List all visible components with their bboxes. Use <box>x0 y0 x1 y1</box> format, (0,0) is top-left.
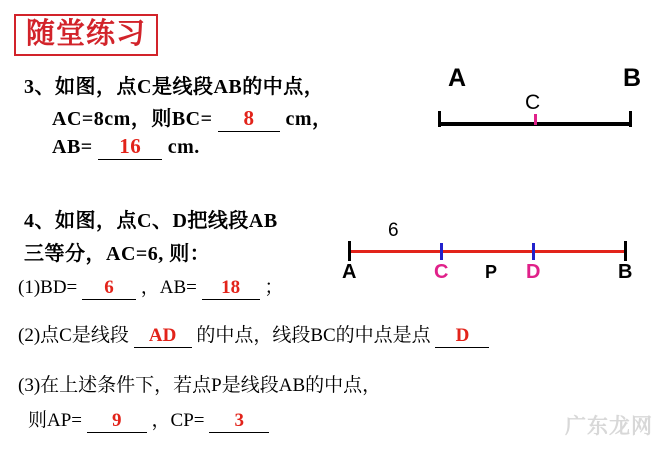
figure1-endpoint-b-tick <box>629 111 632 127</box>
item1-post-text: ； <box>264 277 284 298</box>
question-3-line-2 <box>52 102 333 132</box>
figure-segment-ab-trisected <box>340 220 640 292</box>
figure-segment-ab-midpoint <box>430 64 645 136</box>
question-4-item-1 <box>18 272 283 300</box>
figure2-segment-line <box>348 250 626 253</box>
answer-blank-bd[interactable]: 6 <box>82 277 136 300</box>
page-title-box <box>14 14 158 56</box>
figure1-midpoint-tick <box>534 114 537 125</box>
answer-blank-bc[interactable]: 8 <box>218 106 280 132</box>
answer-blank-point-d[interactable]: D <box>435 325 489 348</box>
figure2-point-d-tick <box>532 243 535 260</box>
figure1-label-a: A <box>448 64 467 92</box>
question-3-line-2-text: AC=8cm，则BC= <box>52 108 213 130</box>
figure2-point-c-tick <box>440 243 443 260</box>
answer-blank-ap[interactable]: 9 <box>87 410 147 433</box>
figure2-label-d: D <box>526 261 541 283</box>
question-4-item-3-line-2 <box>28 405 269 433</box>
question-4-line-2: 三等分，AC=6, 则： <box>24 243 211 265</box>
question-4-line-1: 4、如图，点C、D把线段AB <box>24 210 278 232</box>
figure2-label-b: B <box>618 261 633 283</box>
answer-blank-ab-q4[interactable]: 18 <box>202 277 260 300</box>
item1-mid-text: ，AB= <box>140 277 197 298</box>
answer-blank-cp[interactable]: 3 <box>209 410 269 433</box>
item2-mid-text: 的中点，线段BC的中点是点 <box>196 325 431 346</box>
question-4-item-3-line-1: (3)在上述条件下，若点P是线段AB的中点， <box>18 375 382 396</box>
figure1-label-b: B <box>622 64 641 92</box>
question-3-line-1: 3、如图，点C是线段AB的中点， <box>24 76 325 98</box>
figure2-endpoint-b-tick <box>624 241 627 261</box>
answer-blank-segment-ad[interactable]: AD <box>134 325 192 348</box>
question-3-line-3-text: AB= <box>52 136 93 158</box>
page-title: 随堂练习 <box>26 18 147 50</box>
question-4-item-2 <box>18 320 489 348</box>
answer-blank-ab-q3[interactable]: 16 <box>98 134 162 160</box>
item2-pre-text: (2)点C是线段 <box>18 325 129 346</box>
figure2-endpoint-a-tick <box>348 241 351 261</box>
figure1-endpoint-a-tick <box>438 111 441 127</box>
figure2-label-c: C <box>434 261 449 283</box>
figure2-label-a: A <box>342 261 357 283</box>
item1-pre-text: (1)BD= <box>18 277 78 298</box>
question-3-line-2-unit: cm， <box>285 108 333 130</box>
figure2-label-p: P <box>485 262 498 282</box>
question-3-line-3 <box>52 134 200 160</box>
item3-mid-text: ，CP= <box>151 410 205 431</box>
watermark: 广东龙网 <box>565 414 653 438</box>
figure2-length-label: 6 <box>388 220 399 241</box>
figure1-label-c: C <box>525 91 541 114</box>
item3-pre-text: 则AP= <box>28 410 83 431</box>
question-3-line-3-unit: cm. <box>167 136 200 158</box>
